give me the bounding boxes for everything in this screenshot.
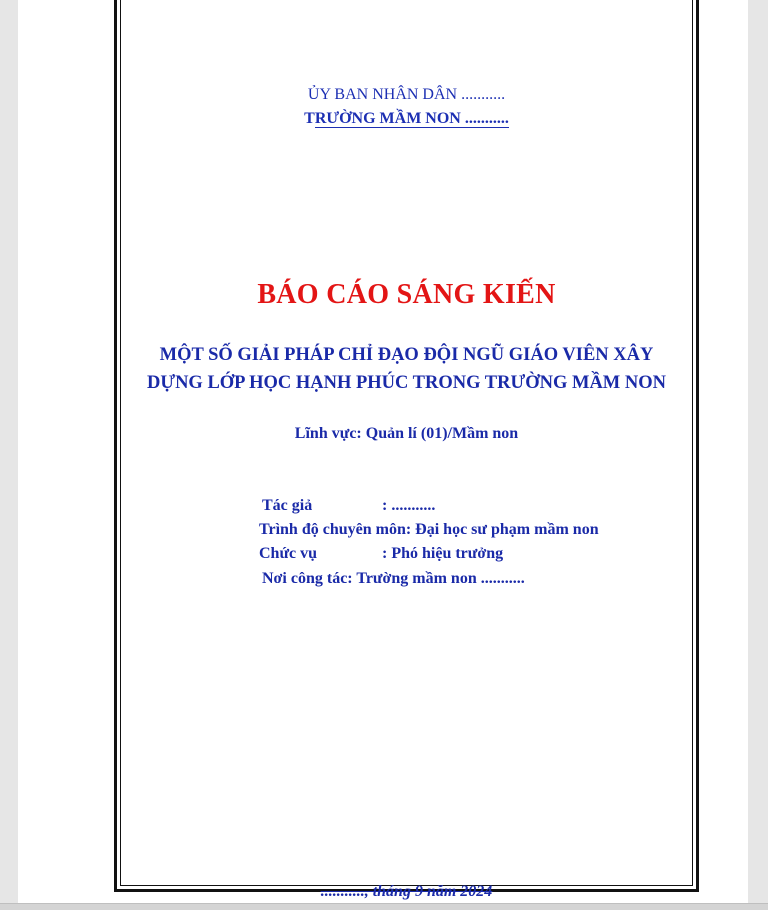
report-date	[120, 883, 693, 901]
school-name-underlined: RƯỜNG MẦM NON ...........	[314, 110, 509, 127]
report-date-text: ..........., tháng 9 năm 2024	[320, 883, 493, 900]
school-name-prefix: T	[304, 110, 315, 127]
position-label: Chức vụ	[259, 545, 318, 562]
school-name	[120, 110, 693, 128]
qualification: Trình độ chuyên môn: Đại học sư phạm mầm non	[259, 521, 599, 538]
workplace: Nơi công tác: Trường mầm non ...........	[262, 570, 525, 587]
report-subtitle-line-2: DỰNG LỚP HỌC HẠNH PHÚC TRONG TRƯỜNG MẦM NON	[146, 373, 667, 393]
position-value: : Phó hiệu trưởng	[382, 545, 504, 562]
report-field: Lĩnh vực: Quản lí (01)/Mầm non	[294, 425, 519, 442]
author-label: Tác giả	[262, 497, 313, 514]
page-border-inner	[120, 0, 693, 886]
author-value: : ...........	[382, 497, 436, 514]
committee-name: ỦY BAN NHÂN DÂN ...........	[307, 86, 506, 103]
report-title: BÁO CÁO SÁNG KIẾN	[257, 279, 556, 310]
report-subtitle-line-1: MỘT SỐ GIẢI PHÁP CHỈ ĐẠO ĐỘI NGŨ GIÁO VIÊN XÂY	[159, 345, 654, 365]
